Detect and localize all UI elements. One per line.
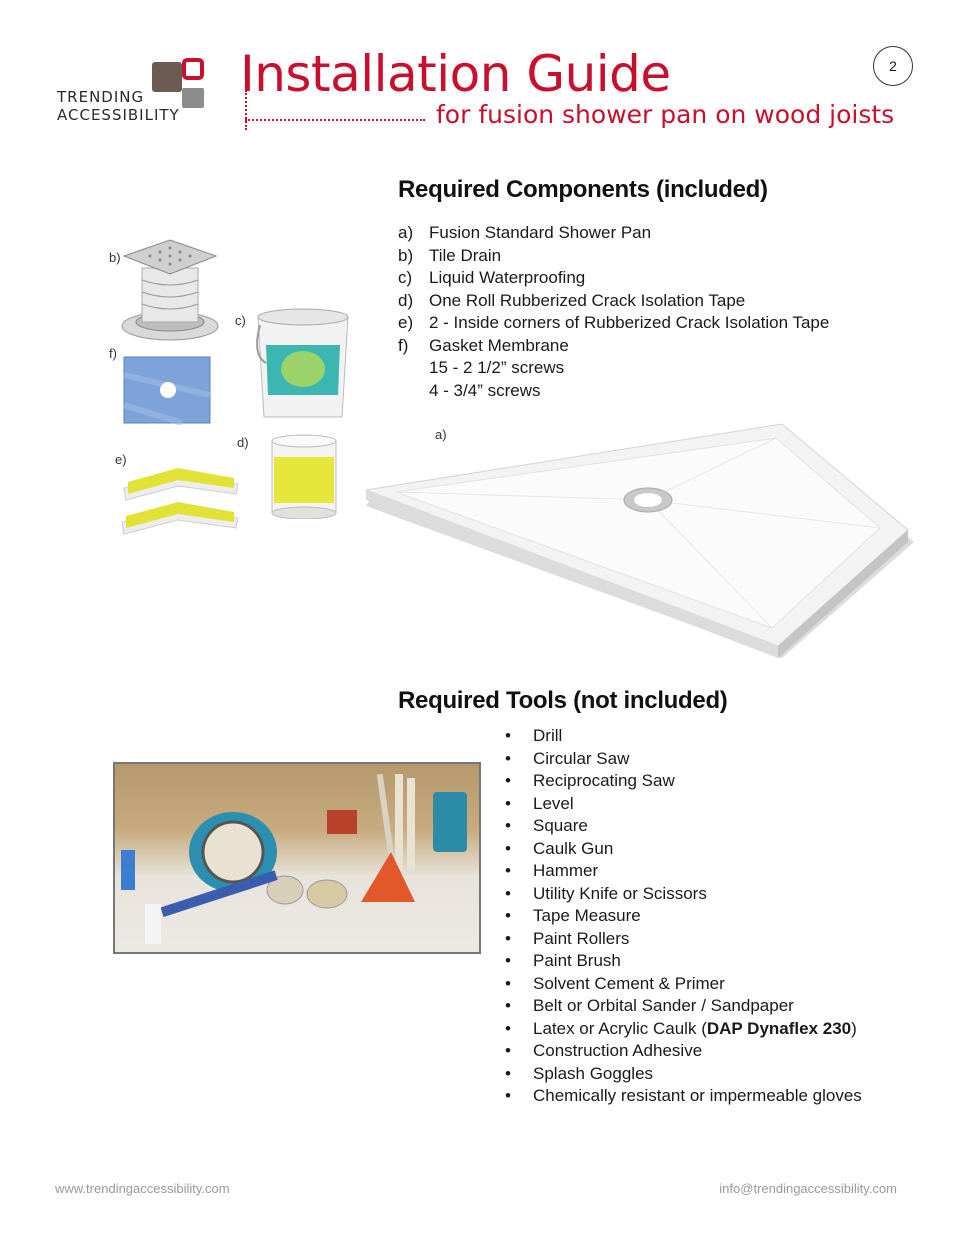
list-item-key: f) — [398, 335, 409, 355]
list-item-text: Fusion Standard Shower Pan — [429, 223, 652, 242]
list-item — [505, 905, 905, 928]
components-section-title: Required Components (included) — [398, 176, 768, 203]
list-item-text: Gasket Membrane — [429, 335, 569, 355]
list-item — [398, 222, 829, 245]
bullet-icon: • — [505, 861, 511, 880]
list-item-text: Level — [533, 793, 574, 813]
list-item-text: 2 - Inside corners of Rubberized Crack Isolation Tape — [429, 313, 830, 332]
bullet-icon: • — [505, 973, 511, 993]
shower-pan-image — [362, 418, 922, 663]
image-label-e: e) — [115, 452, 127, 467]
list-item — [505, 928, 905, 951]
list-item — [505, 973, 905, 996]
bullet-icon: • — [505, 906, 511, 925]
footer-email-link[interactable]: info@trendingaccessibility.com — [719, 1181, 897, 1196]
tape-roll-image — [270, 433, 338, 519]
list-item-key: e) — [398, 313, 414, 332]
list-item-text: Chemically resistant or impermeable gloves — [533, 1086, 862, 1105]
bullet-icon: • — [505, 883, 511, 903]
page-subtitle: for fusion shower pan on wood joists — [436, 100, 895, 129]
list-item — [505, 1085, 905, 1108]
image-label-b: b) — [109, 250, 121, 265]
page-number-badge: 2 — [873, 46, 913, 86]
logo-mark-square — [152, 62, 182, 92]
list-item-text — [533, 1018, 905, 1041]
tools-section-title: Required Tools (not included) — [398, 687, 728, 714]
tools-list — [505, 725, 905, 1108]
image-label-f: f) — [109, 346, 117, 361]
components-list — [398, 222, 829, 402]
bullet-icon: • — [505, 1041, 511, 1060]
list-item-text: Tile Drain — [429, 245, 502, 265]
list-item-text: Tape Measure — [533, 906, 641, 925]
list-item — [505, 793, 905, 816]
caulk-product-name: DAP Dynaflex 230 — [706, 1018, 852, 1038]
list-item — [505, 860, 905, 883]
logo-wordmark-line2: ACCESSIBILITY — [57, 106, 180, 124]
list-item — [398, 290, 829, 313]
bullet-icon: • — [505, 1086, 511, 1105]
list-item-text: Reciprocating Saw — [533, 771, 675, 790]
list-item-key: c) — [398, 268, 413, 287]
list-item-text: Construction Adhesive — [533, 1041, 703, 1060]
header-dotted-divider — [245, 119, 425, 121]
footer-website-link[interactable]: www.trendingaccessibility.com — [55, 1181, 230, 1196]
caulk-paren-open: ( — [701, 1018, 707, 1038]
list-item-text: Caulk Gun — [533, 838, 614, 858]
page-title: Installation Guide — [240, 45, 671, 103]
bullet-icon: • — [505, 1063, 511, 1083]
screw-line: 15 - 2 1/2” screws — [429, 358, 565, 377]
bullet-icon: • — [505, 726, 511, 745]
logo-mark-outline — [182, 58, 204, 80]
list-item — [398, 245, 829, 268]
gasket-membrane-image — [122, 355, 212, 425]
list-item — [398, 335, 829, 358]
list-item — [505, 1063, 905, 1086]
tools-photo-illustration — [115, 764, 479, 952]
bullet-icon: • — [505, 996, 511, 1015]
list-item — [505, 748, 905, 771]
list-item-text: One Roll Rubberized Crack Isolation Tape — [429, 290, 746, 310]
list-item — [505, 883, 905, 906]
list-item — [505, 838, 905, 861]
list-item-key: d) — [398, 290, 414, 310]
list-item-key: b) — [398, 245, 414, 265]
list-item-text: Splash Goggles — [533, 1063, 654, 1083]
list-item-text: Paint Rollers — [533, 928, 630, 948]
logo-mark-small-square — [182, 88, 204, 108]
list-item-text: Square — [533, 816, 588, 835]
caulk-prefix: Latex or Acrylic Caulk — [533, 1018, 702, 1038]
list-item — [505, 770, 905, 793]
list-item-text: Belt or Orbital Sander / Sandpaper — [533, 996, 794, 1015]
list-item-key: a) — [398, 223, 414, 242]
list-item-text: Utility Knife or Scissors — [533, 883, 707, 903]
list-item — [505, 995, 905, 1018]
bullet-icon: • — [505, 748, 511, 768]
list-item — [505, 725, 905, 748]
bullet-icon: • — [505, 816, 511, 835]
waterproofing-pail-image — [252, 305, 354, 423]
image-label-c: c) — [235, 313, 246, 328]
list-item-text: Drill — [533, 726, 563, 745]
list-item — [505, 1040, 905, 1063]
list-item-text: Circular Saw — [533, 748, 630, 768]
tools-photo — [113, 762, 481, 954]
list-item — [398, 312, 829, 335]
list-item — [398, 267, 829, 290]
screw-line: 4 - 3/4” screws — [429, 380, 541, 400]
caulk-paren-close: ) — [851, 1018, 857, 1038]
bullet-icon: • — [505, 951, 511, 970]
list-item-text: Solvent Cement & Primer — [533, 973, 725, 993]
bullet-icon: • — [505, 1018, 511, 1038]
brand-logo — [55, 58, 227, 128]
inside-corners-image — [118, 458, 243, 536]
list-item — [505, 815, 905, 838]
list-item — [505, 950, 905, 973]
bullet-icon: • — [505, 771, 511, 790]
image-label-a: a) — [435, 427, 447, 442]
list-item-text: Hammer — [533, 861, 599, 880]
list-item — [505, 1018, 905, 1041]
bullet-icon: • — [505, 793, 511, 813]
list-item-text: Paint Brush — [533, 951, 621, 970]
list-item-text: Liquid Waterproofing — [429, 268, 586, 287]
bullet-icon: • — [505, 838, 511, 858]
bullet-icon: • — [505, 928, 511, 948]
tile-drain-image — [120, 238, 220, 343]
logo-wordmark-line1: TRENDING — [57, 88, 145, 106]
image-label-d: d) — [237, 435, 249, 450]
